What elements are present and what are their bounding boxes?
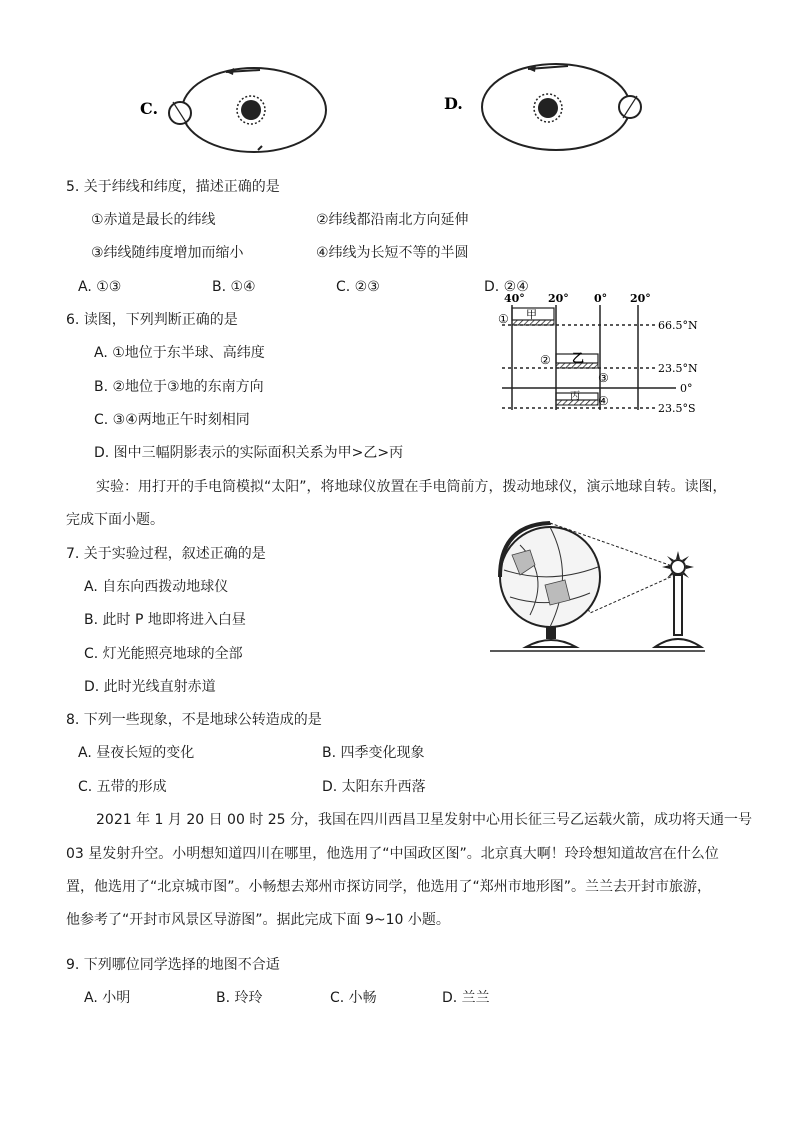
- q6-option-a: A. ①地位于东半球、高纬度: [94, 345, 265, 361]
- experiment-line-2: 完成下面小题。: [66, 512, 164, 528]
- sun-icon: [237, 96, 265, 124]
- flashlight-sun-icon: [655, 551, 701, 647]
- q8-option-c: C. 五带的形成: [78, 779, 167, 795]
- passage-line-2: 03 星发射升空。小明想知道四川在哪里，他选用了“中国政区图”。北京真大啊！玲玲想知道故宫在什么位: [66, 846, 719, 862]
- lon-label-20e: 20°: [630, 292, 651, 305]
- q5-option-d: D. ②④: [484, 279, 529, 295]
- passage-line-3: 置，他选用了“北京城市图”。小畅想去郑州市探访同学，他选用了“郑州市地形图”。兰兰去开封市旅游，: [66, 879, 712, 895]
- earth-icon: [169, 102, 191, 124]
- question-9-stem: 9. 下列哪位同学选择的地图不合适: [66, 957, 280, 973]
- q5-item-4: ④纬线为长短不等的半圆: [316, 245, 469, 261]
- lat-label-23-5s: 23.5°S: [658, 402, 696, 415]
- region-label-bing: 丙: [570, 391, 580, 402]
- lat-lon-grid-figure: [496, 290, 706, 420]
- q8-option-a: A. 昼夜长短的变化: [78, 745, 195, 761]
- point-label-4: ④: [598, 394, 609, 408]
- q6-option-c: C. ③④两地正午时刻相同: [94, 412, 250, 428]
- lat-label-23-5n: 23.5°N: [658, 362, 698, 375]
- q8-option-b: B. 四季变化现象: [322, 745, 425, 761]
- question-8-stem: 8. 下列一些现象，不是地球公转造成的是: [66, 712, 322, 728]
- lon-label-40: 40°: [504, 292, 525, 305]
- lat-label-66-5n: 66.5°N: [658, 319, 698, 332]
- question-7-stem: 7. 关于实验过程，叙述正确的是: [66, 546, 266, 562]
- question-6-stem: 6. 读图，下列判断正确的是: [66, 312, 238, 328]
- q5-item-1: ①赤道是最长的纬线: [91, 212, 216, 228]
- point-label-1: ①: [498, 312, 509, 326]
- q5-option-b: B. ①④: [212, 279, 256, 295]
- globe-icon: [500, 523, 600, 647]
- region-label-jia: 甲: [526, 308, 537, 321]
- q5-item-2: ②纬线都沿南北方向延伸: [316, 212, 469, 228]
- point-label-3: ③: [598, 371, 609, 385]
- lon-label-20w: 20°: [548, 292, 569, 305]
- q9-option-c: C. 小畅: [330, 990, 377, 1006]
- orbit-c-label: C.: [140, 99, 159, 118]
- globe-flashlight-figure: [490, 515, 705, 655]
- q9-option-a: A. 小明: [84, 990, 131, 1006]
- q6-option-b: B. ②地位于③地的东南方向: [94, 379, 264, 395]
- q7-option-b: B. 此时 P 地即将进入白昼: [84, 612, 246, 628]
- orbit-d-label: D.: [444, 94, 463, 113]
- q9-option-d: D. 兰兰: [442, 990, 490, 1006]
- q5-item-3: ③纬线随纬度增加而缩小: [91, 245, 244, 261]
- point-label-2: ②: [540, 353, 551, 367]
- q9-option-b: B. 玲玲: [216, 990, 263, 1006]
- lat-label-0: 0°: [680, 382, 693, 395]
- q7-option-d: D. 此时光线直射赤道: [84, 679, 216, 695]
- q5-option-a: A. ①③: [78, 279, 122, 295]
- passage-line-1: 2021 年 1 月 20 日 00 时 25 分，我国在四川西昌卫星发射中心用长征三号乙运载火箭，成功将天通一号: [96, 812, 753, 828]
- question-5-stem: 5. 关于纬线和纬度，描述正确的是: [66, 179, 280, 195]
- orbit-figure-d: [440, 55, 660, 155]
- earth-icon: [619, 96, 641, 118]
- experiment-line-1: 实验：用打开的手电筒模拟“太阳”，将地球仪放置在手电筒前方，拨动地球仪，演示地球自转。读图，: [96, 479, 727, 495]
- q6-option-d: D. 图中三幅阴影表示的实际面积关系为甲>乙>丙: [94, 445, 404, 461]
- orbit-figure-c: [140, 58, 340, 158]
- region-label-yi: 乙: [572, 351, 585, 365]
- sun-icon: [534, 94, 562, 122]
- lon-label-0: 0°: [594, 292, 608, 305]
- passage-line-4: 他参考了“开封市风景区导游图”。据此完成下面 9~10 小题。: [66, 912, 450, 928]
- q8-option-d: D. 太阳东升西落: [322, 779, 426, 795]
- q5-option-c: C. ②③: [336, 279, 380, 295]
- q7-option-a: A. 自东向西拨动地球仪: [84, 579, 229, 595]
- q7-option-c: C. 灯光能照亮地球的全部: [84, 646, 243, 662]
